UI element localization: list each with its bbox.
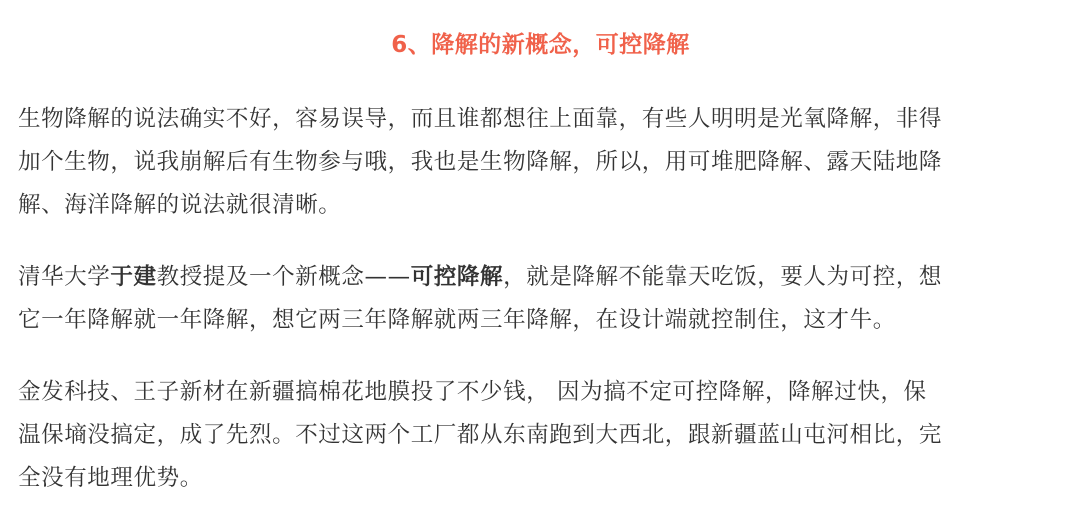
text-segment: 教授提及一个新概念—— [156, 264, 411, 290]
section-heading: 6、降解的新概念，可控降解 [391, 32, 690, 58]
paragraph-companies [18, 371, 1063, 500]
paragraph-line: 全没有地理优势。 [18, 465, 203, 491]
paragraph-line: 它一年降解就一年降解，想它两三年降解就两三年降解，在设计端就控制住，这才牛。 [18, 307, 896, 333]
paragraph-biodegradation [18, 98, 1063, 227]
paragraph-line: 解、海洋降解的说法就很清晰。 [18, 192, 342, 218]
text-segment: ，就是降解不能靠天吃饭，要人为可控，想 [503, 264, 943, 290]
paragraph-line: 生物降解的说法确实不好，容易误导，而且谁都想往上面靠，有些人明明是光氧降解，非得 [18, 106, 943, 132]
paragraph-controllable-degradation [18, 256, 1063, 342]
paragraph-line: 金发科技、王子新材在新疆搞棉花地膜投了不少钱， 因为搞不定可控降解，降解过快，保 [18, 379, 927, 405]
professor-name: 于建 [110, 264, 157, 290]
concept-term: 可控降解 [410, 264, 504, 290]
paragraph-line [18, 256, 1063, 299]
text-segment: 清华大学 [18, 264, 111, 290]
paragraph-line: 加个生物，说我崩解后有生物参与哦，我也是生物降解，所以，用可堆肥降解、露天陆地降 [18, 149, 943, 175]
paragraph-line: 温保墒没搞定，成了先烈。不过这两个工厂都从东南跑到大西北，跟新疆蓝山屯河相比，完 [18, 422, 943, 448]
